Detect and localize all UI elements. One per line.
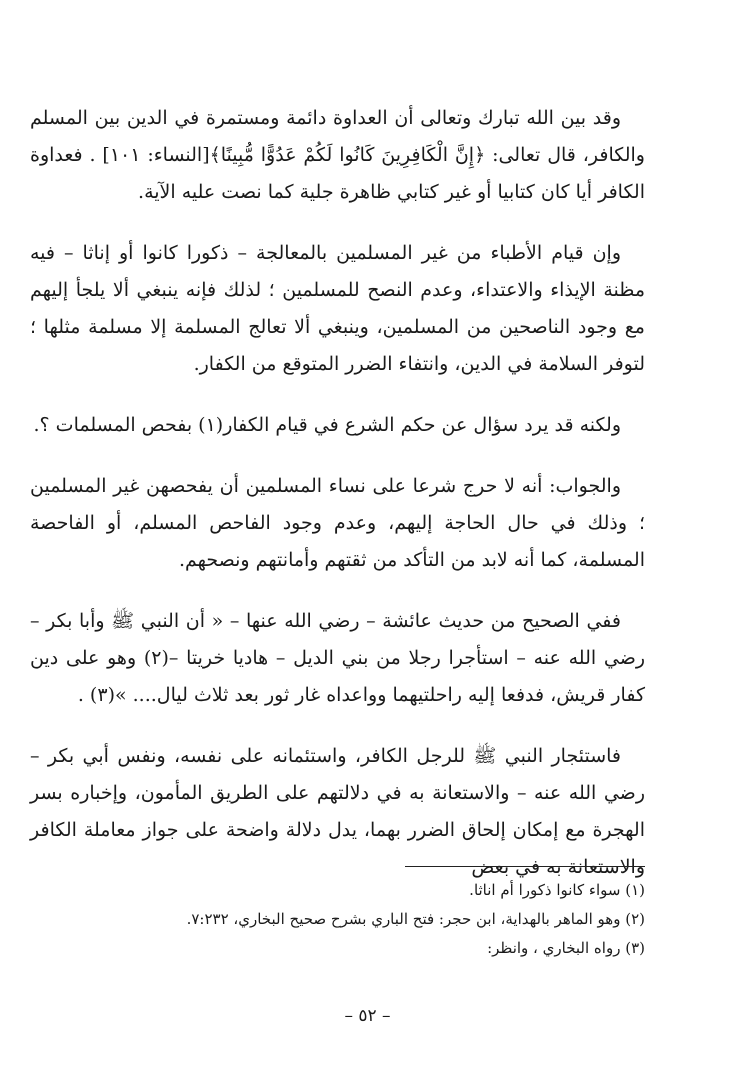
footnote-3: (٣) رواه البخاري ، وانظر: [487, 939, 645, 957]
main-text [30, 100, 645, 910]
footnote-1: (١) سواء كانوا ذكورا أم اناثا. [469, 881, 645, 899]
page-number: – ٥٢ – [344, 1006, 391, 1026]
footnote-2: (٢) وهو الماهر بالهداية، ابن حجر: فتح الباري بشرح صحيح البخاري، ٧:٢٣٢. [186, 910, 645, 928]
footnotes [30, 876, 645, 963]
paragraph-5: ففي الصحيح من حديث عائشة – رضي الله عنها – « أن النبي ﷺ وأبا بكر – رضي الله عنه – استأجرا رجلا من بني الديل – هاديا خريتا –(٢) وهو على دين كفار قريش، فدفعا إليه راحلتيهما وواعداه غار ثور بعد ثلاث ليال.... »(٣) . [30, 610, 646, 706]
paragraph-3: ولكنه قد يرد سؤال عن حكم الشرع في قيام الكفار(١) بفحص المسلمات ؟. [33, 414, 621, 436]
paragraph-1: وقد بين الله تبارك وتعالى أن العداوة دائمة ومستمرة في الدين بين المسلم والكافر، قال تعالى: ﴿إِنَّ الْكَافِرِينَ كَانُوا لَكُمْ عَدُوًّا مُّبِينًا﴾[النساء: ١٠١] . فعداوة الكافر أيا كان كتابيا أو غير كتابي ظاهرة جلية كما نصت عليه الآية. [30, 107, 645, 203]
footnote-divider [405, 866, 645, 867]
paragraph-6: فاستئجار النبي ﷺ للرجل الكافر، واستئمانه على نفسه، ونفس أبي بكر – رضي الله عنه – والاستعانة به في دلالتهم على الطريق المأمون، وإخباره بسر الهجرة مع إمكان إلحاق الضرر بهما، يدل دلالة واضحة على جواز معاملة الكافر والاستعانة به في بعض [30, 745, 645, 878]
paragraph-2: وإن قيام الأطباء من غير المسلمين بالمعالجة – ذكورا كانوا أو إناثا – فيه مظنة الإيذاء والاعتداء، وعدم النصح للمسلمين ؛ لذلك فإنه ينبغي ألا يلجأ إليهم مع وجود الناصحين من المسلمين، وينبغي ألا تعالج المسلمة إلا مسلمة مثلها ؛ لتوفر السلامة في الدين، وانتفاء الضرر المتوقع من الكفار. [30, 242, 645, 375]
paragraph-4: والجواب: أنه لا حرج شرعا على نساء المسلمين أن يفحصهن غير المسلمين ؛ وذلك في حال الحاجة إليهم، وعدم وجود الفاحص المسلم، أو الفاحصة المسلمة، كما أنه لابد من التأكد من ثقتهم وأمانتهم ونصحهم. [30, 475, 645, 571]
